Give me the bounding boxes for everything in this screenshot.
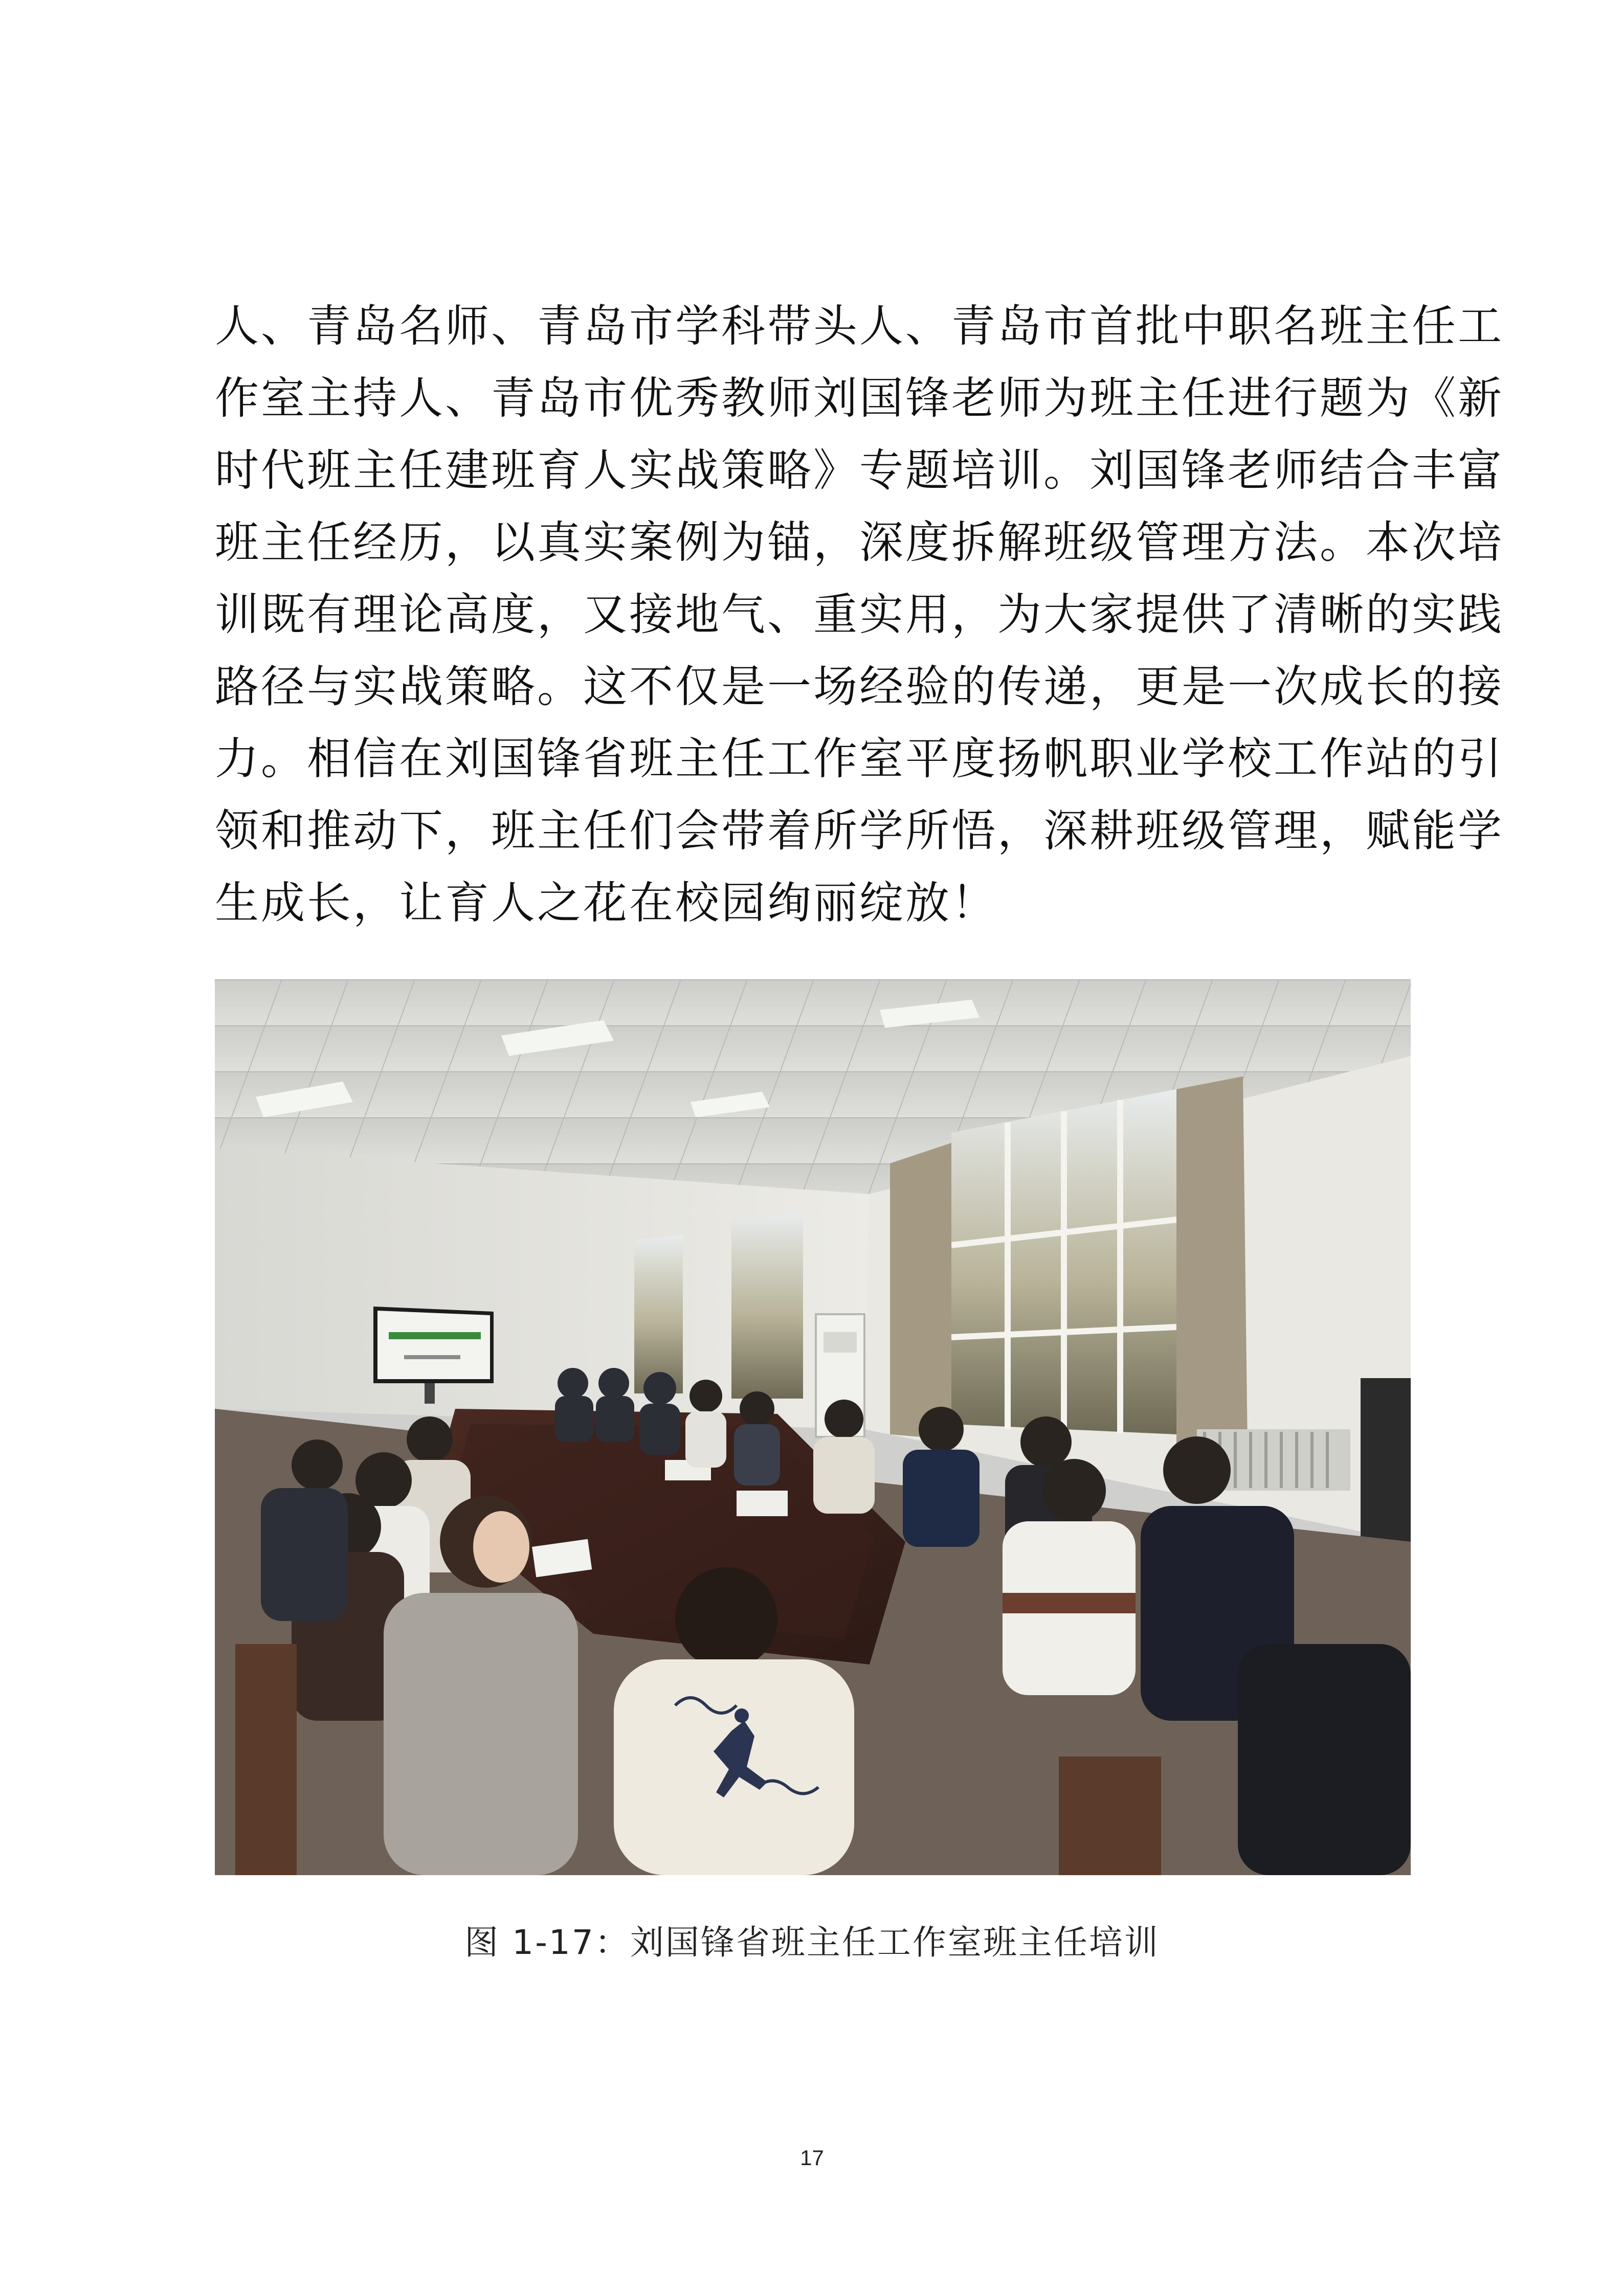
body-line: 时代班主任建班育人实战策略》专题培训。刘国锋老师结合丰富	[215, 445, 1504, 496]
body-line: 领和推动下，班主任们会带着所学所悟，深耕班级管理，赋能学	[215, 805, 1504, 857]
body-line: 作室主持人、青岛市优秀教师刘国锋老师为班主任进行题为《新	[215, 373, 1504, 424]
training-photo	[215, 979, 1411, 1875]
body-line: 力。相信在刘国锋省班主任工作室平度扬帆职业学校工作站的引	[215, 733, 1504, 784]
body-line: 班主任经历，以真实案例为锚，深度拆解班级管理方法。本次培	[215, 517, 1504, 568]
figure-caption: 图 1-17：刘国锋省班主任工作室班主任培训	[464, 1923, 1160, 1962]
body-line: 人、青岛名师、青岛市学科带头人、青岛市首批中职名班主任工	[215, 301, 1504, 352]
body-line: 生成长，让育人之花在校园绚丽绽放！	[215, 877, 997, 929]
body-line: 训既有理论高度，又接地气、重实用，为大家提供了清晰的实践	[215, 589, 1504, 640]
page-number: 17	[800, 2146, 824, 2170]
body-paragraph	[215, 290, 1504, 939]
body-line: 路径与实战策略。这不仅是一场经验的传递，更是一次成长的接	[215, 661, 1504, 712]
